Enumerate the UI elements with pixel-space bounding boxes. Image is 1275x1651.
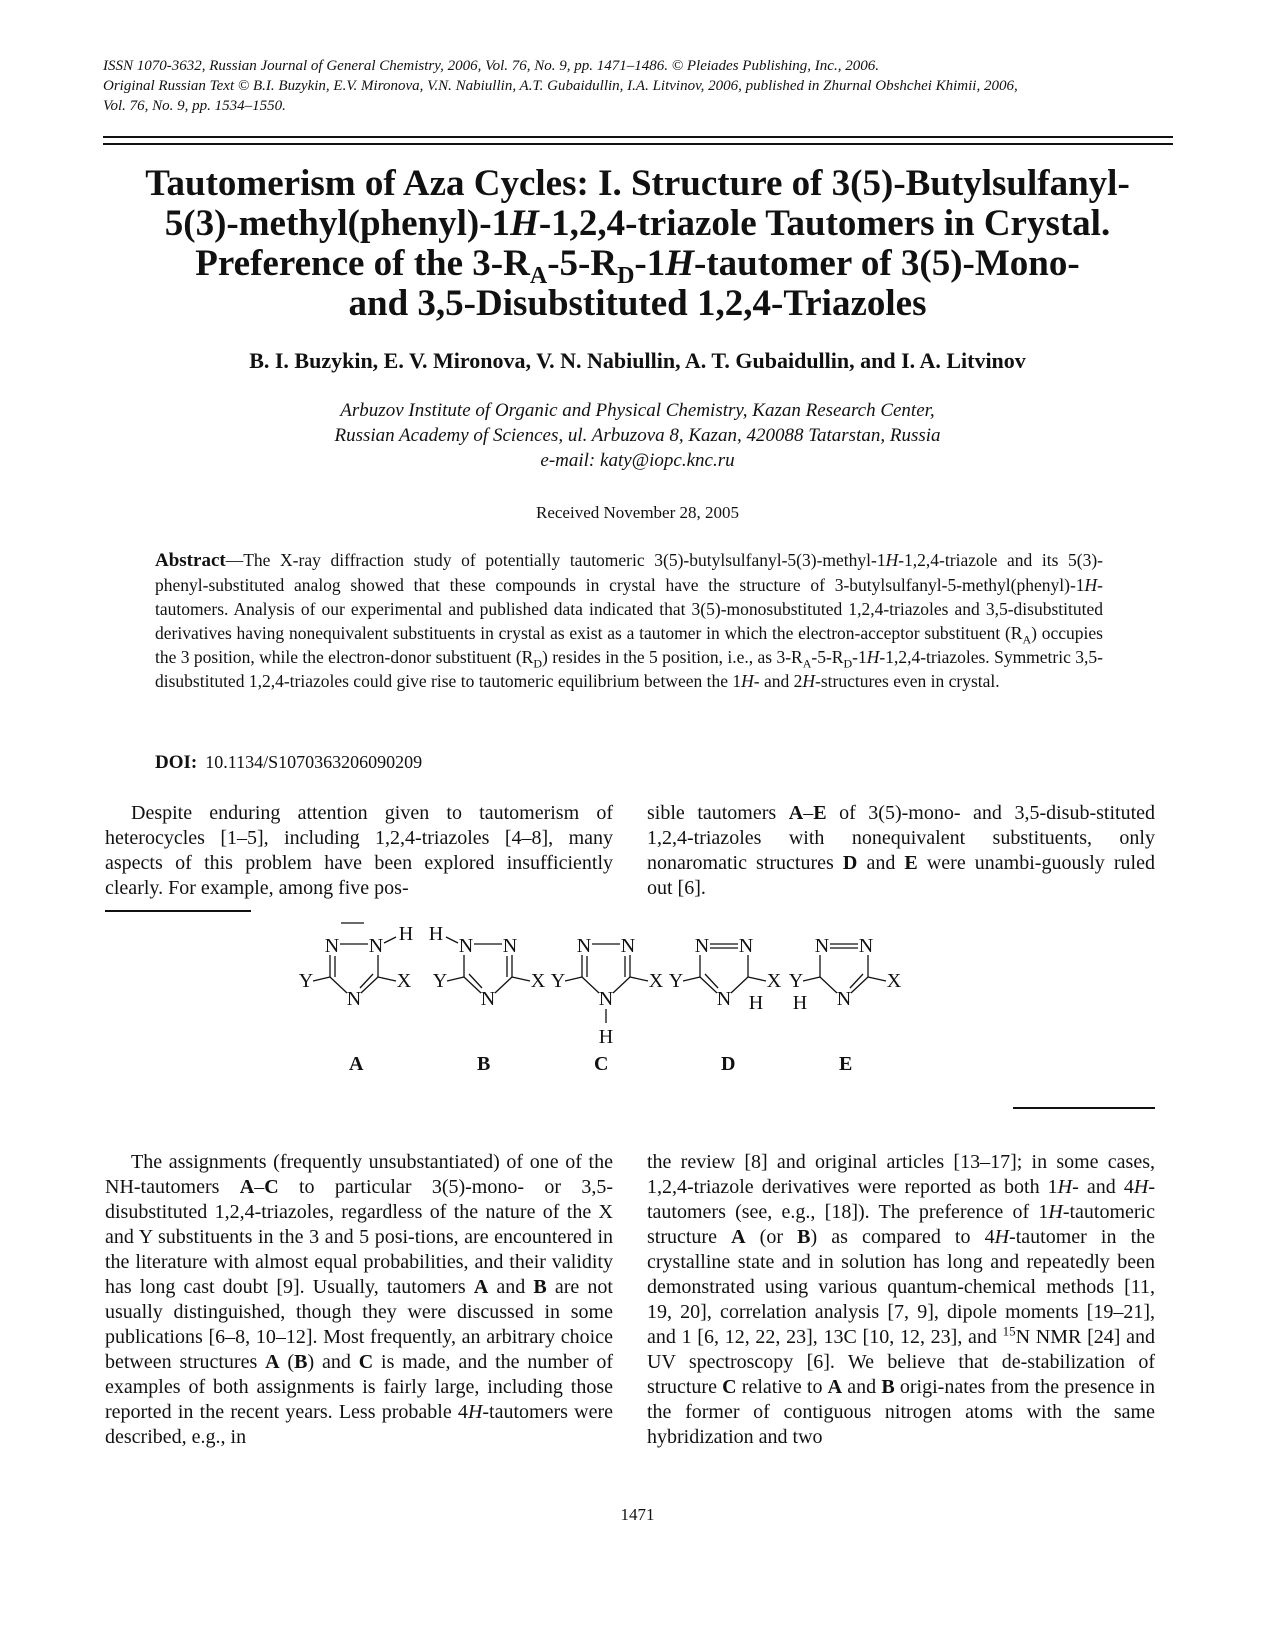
bond-left-lower-double [705,974,718,988]
ring-atom: N [598,988,614,1010]
ch-hydrogen: H [792,992,808,1014]
doi-value: 10.1134/S1070363206090209 [205,752,423,772]
paragraph-2: The assignments (frequently unsubstantiated) of one of the NH-tautomers A–C to particular 3(5)-mono- or 3,5-disubstituted 1,2,4-triazoles, regardless of the nature of the X and Y substituents in the 3 and 5 posi-tions, are encountered in the literature with almost equal probabilities, and their validity has long cast doubt [9]. Usually, tautomers A and B are not usually distinguished, though they were discussed in some publications [6–8, 10–12]. Most frequently, an arbitrary choice between structures A (B) and C is made, and the number of examples of both assignments is fairly large, including those reported in the recent years. Less probable 4H-tautomers were described, e.g., in [105,1151,614,1448]
header-line-2: Original Russian Text © B.I. Buzykin, E.V. Mironova, V.N. Nabiullin, A.T. Gubaidullin, I.A. Litvinov, 2006, published in Zhurnal Obshchei Khimii, 2006, [103,78,1018,94]
substituent-y: Y [668,970,684,992]
bond-y [565,977,582,981]
body-column-right-bottom [647,1150,1155,1450]
ring-atom: N [836,988,852,1010]
body-column-left-top [105,801,613,901]
bond-left-lower [820,977,837,993]
bond-right-lower [731,977,748,993]
substituent-x: X [766,970,782,992]
bond-right-lower [613,977,630,993]
abstract: Abstract—The X-ray diffraction study of potentially tautomeric 3(5)-butylsulfanyl-5(3)-methyl-1H-1,2,4-triazole and its 5(3)-phenyl-substituted analog showed that these compounds in crystal have the structure of 3-butylsulfanyl-5-methyl(phenyl)-1H-tautomers. Analysis of our experimental and published data indicated that 3(5)-monosubstituted 1,2,4-triazoles and 3,5-disubstituted derivatives having nonequivalent substituents in crystal as exist as a tautomer in which the electron-acceptor substituent $(R_A)$ occupies the 3 position, while the electron-donor substituent $(R_D)$ resides in the 5 position, i.e., as $3-R_A-5-R_D-1H-1,2,4$-triazoles. Symmetric 3,5-disubstituted 1,2,4-triazoles could give rise to tautomeric equilibrium between the 1H- and 2H-structures even in crystal. [155,550,1103,691]
bond-left-lower [582,977,599,993]
bond-right-lower-double [360,974,373,988]
ring-atom: N [814,935,830,957]
tautomer-scheme [298,923,950,1085]
bond-x [378,977,396,981]
scheme-bottom-rule [1013,1107,1155,1109]
abstract-label: Abstract [155,550,226,571]
ring-atom: N [502,935,518,957]
nh-hydrogen: H [598,1026,614,1048]
substituent-x: X [886,970,902,992]
substituent-y: Y [432,970,448,992]
author-list: B. I. Buzykin, E. V. Mironova, V. N. Nabiullin, A. T. Gubaidullin, and I. A. Litvinov [249,348,1026,373]
ring-atom: N [738,935,754,957]
tautomer-rings [298,923,950,1055]
ring-atom: N [324,935,340,957]
bond-right-lower-double [850,974,863,988]
bond-y [803,977,820,981]
body-column-right-top [647,801,1155,901]
title-line-4: and 3,5-Disubstituted 1,2,4-Triazoles [348,283,927,324]
header-line-1: ISSN 1070-3632, Russian Journal of General Chemistry, 2006, Vol. 76, No. 9, pp. 1471–1486. © Pleiades Publishing, Inc., 2006. [103,58,879,74]
bond-y [447,977,464,981]
paragraph-3: the review [8] and original articles [13–17]; in some cases, 1,2,4-triazole derivatives were reported as both 1H- and 4H-tautomers (see, e.g., [18]). The preference of 1H-tautomeric structure A (or B) as compared to 4H-tautomer in the crystalline state and in solution has long and repeatedly been demonstrated using various quantum-chemical methods [11, 19, 20], correlation analysis [7, 9], dipole moments [19–21], and 1 [6, 12, 22, 23], 13C [10, 12, 23], and $^{15}$N NMR [24] and UV spectroscopy [6]. We believe that de-stabilization of structure C relative to A and B origi-nates from the presence in the former of contiguous nitrogen atoms with the same hybridization and two [647,1151,1156,1448]
substituent-x: X [648,970,664,992]
bond-right-lower [495,977,512,993]
bond-x [748,977,766,981]
header-line-3: Vol. 76, No. 9, pp. 1534–1550. [103,98,286,114]
paragraph-1-end: sible tautomers A–E of 3(5)-mono- and 3,5-disub-stituted 1,2,4-triazoles with nonequivalent substituents, only nonaromatic structures D and E were unambi-guously ruled out [6]. [647,802,1155,899]
substituent-y: Y [550,970,566,992]
bond-x [630,977,648,981]
nh-hydrogen: H [398,923,414,945]
ring-atom: N [480,988,496,1010]
body-column-left-bottom [105,1150,613,1450]
substituent-x: X [530,970,546,992]
received-date: Received November 28, 2005 [536,503,739,522]
bond-y [313,977,330,981]
label-d: D [721,1053,736,1075]
author-email: e-mail: katy@iopc.knc.ru [540,450,735,471]
label-a: A [349,1053,364,1075]
ring-atom: N [858,935,874,957]
article-title [100,164,1175,324]
affiliation-line-1: Arbuzov Institute of Organic and Physical Chemistry, Kazan Research Center, [340,400,935,421]
bond-y [683,977,700,981]
substituent-y: Y [788,970,804,992]
bond-left-lower [330,977,347,993]
ring-atom: N [716,988,732,1010]
label-c: C [594,1053,609,1075]
page-number: 1471 [620,1505,655,1524]
ring-atom: N [576,935,592,957]
title-line-3: Preference of the $3-R_A-5-R_D-1H$-tautomer of 3(5)-Mono- [195,243,1080,289]
bond-nh [384,937,396,943]
affiliation-line-2: Russian Academy of Sciences, ul. Arbuzova 8, Kazan, 420088 Tatarstan, Russia [334,425,941,446]
bond-x [512,977,530,981]
title-line-1: Tautomerism of Aza Cycles: I. Structure of 3(5)-Butylsulfanyl- [145,163,1130,204]
nh-hydrogen: H [428,923,444,945]
paragraph-1-start: Despite enduring attention given to tautomerism of heterocycles [1–5], including 1,2,4-triazoles [4–8], many aspects of this problem have been explored insufficiently clearly. For example, among five pos- [105,802,613,899]
title-line-2: 5(3)-methyl(phenyl)-1H-1,2,4-triazole Tautomers in Crystal. [164,203,1111,244]
ring-atom: N [346,988,362,1010]
doi-label: DOI: [155,752,198,773]
bond-left-lower-double [469,974,482,988]
substituent-x: X [396,970,412,992]
ring-atom: N [620,935,636,957]
bond-nh [446,937,458,943]
scheme-top-rule [105,910,251,912]
label-e: E [839,1053,853,1075]
ring-atom: N [694,935,710,957]
affiliation [100,398,1175,473]
journal-header [103,56,1173,116]
tautomer-labels [310,1053,950,1083]
substituent-y: Y [298,970,314,992]
label-b: B [477,1053,491,1075]
doi [155,750,422,775]
ring-atom: N [368,935,384,957]
bond-x [868,977,886,981]
ch-hydrogen: H [748,992,764,1014]
header-double-rule [103,136,1173,145]
ring-atom: N [458,935,474,957]
